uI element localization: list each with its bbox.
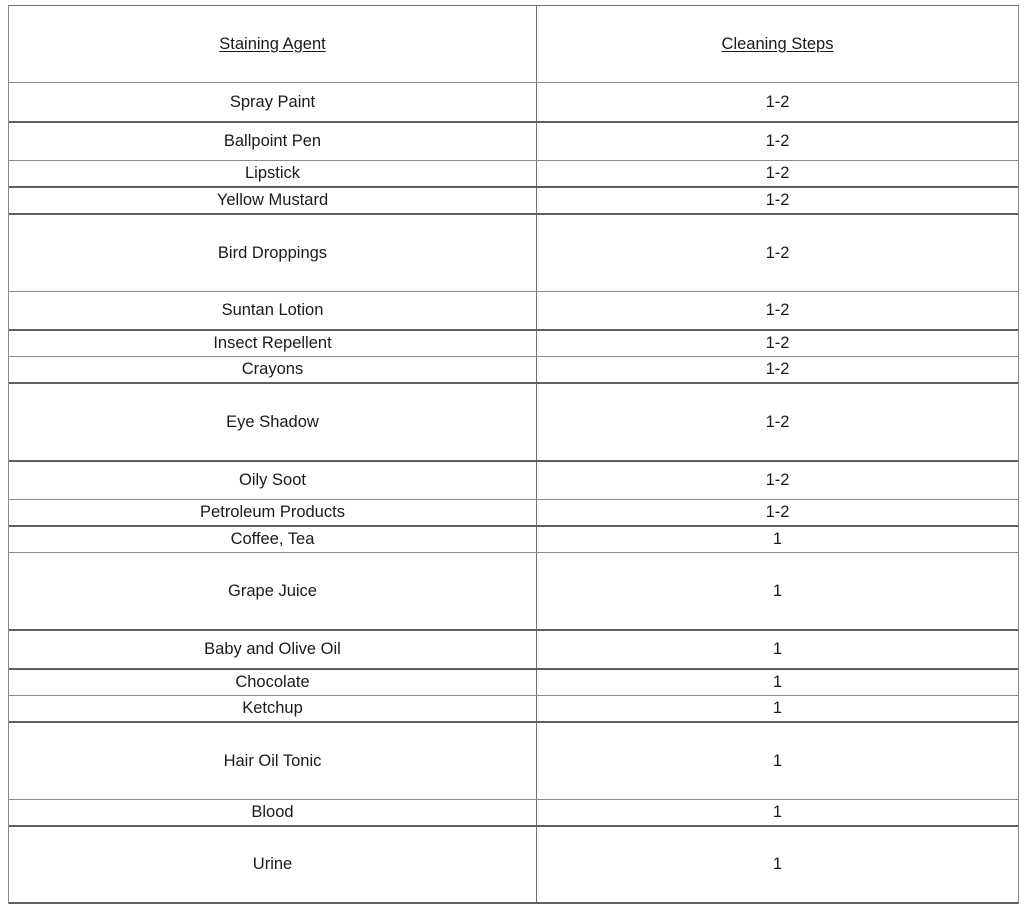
staining-agent-cell: Baby and Olive Oil xyxy=(9,631,537,668)
cleaning-steps-cell: 1-2 xyxy=(765,412,790,431)
table-row xyxy=(9,527,1018,553)
cleaning-steps-cell: 1 xyxy=(772,855,783,874)
staining-agent-cell: Ballpoint Pen xyxy=(9,123,537,160)
staining-agent-cell: Spray Paint xyxy=(9,83,537,121)
cleaning-steps-cell: 1 xyxy=(772,803,783,822)
cleaning-steps-cell: 1 xyxy=(772,640,783,659)
cleaning-steps-cell: 1-2 xyxy=(765,132,790,151)
staining-agent-cell: Eye Shadow xyxy=(9,384,537,460)
table-row xyxy=(9,215,1018,292)
table-row xyxy=(9,723,1018,800)
table-row xyxy=(9,292,1018,331)
cleaning-steps-cell: 1-2 xyxy=(765,191,790,210)
table-row xyxy=(9,331,1018,357)
staining-agent-cell: Coffee, Tea xyxy=(9,527,537,552)
staining-agent-cell: Oily Soot xyxy=(9,462,537,499)
staining-agent-cell: Lipstick xyxy=(9,161,537,186)
cleaning-steps-cell: 1 xyxy=(772,699,783,718)
cleaning-steps-cell: 1-2 xyxy=(765,92,790,111)
table-row xyxy=(9,500,1018,527)
staining-agent-cell: Suntan Lotion xyxy=(9,292,537,329)
table-row xyxy=(9,83,1018,123)
staining-agent-cell: Blood xyxy=(9,800,537,825)
header-staining-agent: Staining Agent xyxy=(9,6,537,82)
table-row xyxy=(9,696,1018,723)
staining-agent-cell: Grape Juice xyxy=(9,553,537,629)
staining-agent-cell: Hair Oil Tonic xyxy=(9,723,537,799)
table-row xyxy=(9,553,1018,631)
cleaning-steps-cell: 1-2 xyxy=(765,503,790,522)
staining-agent-cell: Ketchup xyxy=(9,696,537,721)
header-cleaning-steps: Cleaning Steps xyxy=(721,34,834,53)
table-row xyxy=(9,357,1018,384)
staining-agent-cell: Insect Repellent xyxy=(9,331,537,356)
table-row xyxy=(9,800,1018,827)
staining-agent-cell: Urine xyxy=(9,827,537,902)
staining-agent-cell: Chocolate xyxy=(9,670,537,695)
table-row xyxy=(9,827,1018,904)
table-row xyxy=(9,631,1018,670)
staining-agent-cell: Bird Droppings xyxy=(9,215,537,291)
cleaning-steps-cell: 1-2 xyxy=(765,471,790,490)
table-row xyxy=(9,123,1018,161)
cleaning-steps-cell: 1 xyxy=(772,751,783,770)
table-row xyxy=(9,161,1018,188)
cleaning-steps-cell: 1-2 xyxy=(765,243,790,262)
table-row xyxy=(9,670,1018,696)
cleaning-steps-cell: 1 xyxy=(772,673,783,692)
cleaning-steps-cell: 1-2 xyxy=(765,360,790,379)
table-row xyxy=(9,462,1018,500)
cleaning-steps-cell: 1 xyxy=(772,581,783,600)
cleaning-steps-cell: 1-2 xyxy=(765,164,790,183)
staining-agent-cell: Petroleum Products xyxy=(9,500,537,525)
staining-agent-cell: Crayons xyxy=(9,357,537,382)
table-row xyxy=(9,188,1018,215)
table-header-row xyxy=(9,6,1018,83)
staining-agent-cell: Yellow Mustard xyxy=(9,188,537,213)
cleaning-steps-cell: 1-2 xyxy=(765,334,790,353)
stain-cleaning-table xyxy=(8,5,1019,904)
table-row xyxy=(9,384,1018,462)
cleaning-steps-cell: 1-2 xyxy=(765,301,790,320)
cleaning-steps-cell: 1 xyxy=(772,530,783,549)
